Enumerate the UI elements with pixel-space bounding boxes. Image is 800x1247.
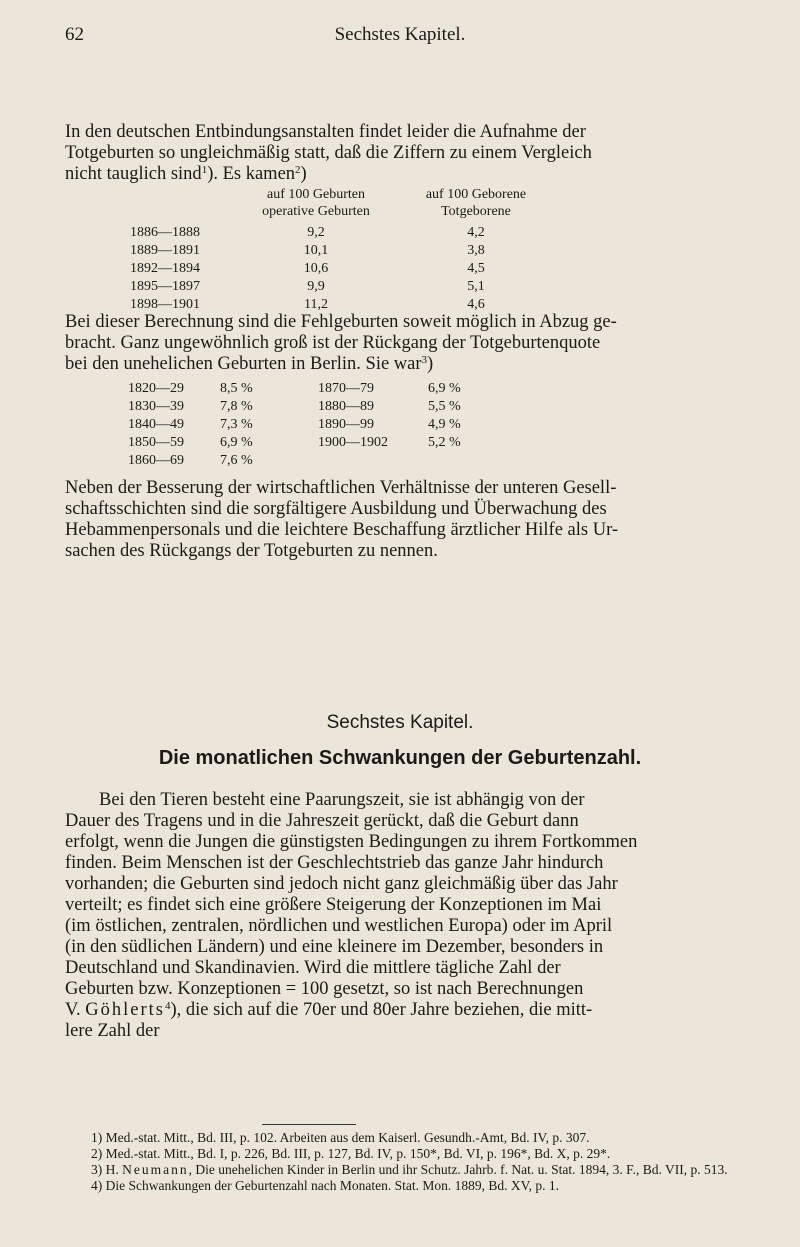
footnote-ref: 3	[421, 354, 428, 366]
text-line: Neben der Besserung der wirtschaftlichen Verhältnisse der unteren Gesell-	[65, 478, 617, 498]
footnote-3	[65, 1162, 735, 1178]
text-line: (in den südlichen Ländern) und eine kleinere im Dezember, besonders in	[65, 937, 604, 957]
cell-period: 1830—39	[128, 399, 184, 414]
cell-value: 4,9 %	[428, 417, 461, 432]
footnote-4: 4) Die Schwankungen der Geburtenzahl nach Monaten. Stat. Mon. 1889, Bd. XV, p. 1.	[91, 1178, 560, 1193]
cell-period: 1850—59	[128, 435, 184, 450]
cell-period: 1895—1897	[130, 279, 200, 294]
paragraph-besserung	[65, 478, 735, 562]
column-header-stillborn	[416, 186, 536, 220]
text-line	[65, 1000, 735, 1021]
cell-operative: 11,2	[304, 297, 328, 312]
footnote-2: 2) Med.-stat. Mitt., Bd. I, p. 226, Bd. III, p. 127, Bd. IV, p. 150*, Bd. VI, p. 196*, Bd. X, p. 29*.	[91, 1146, 611, 1161]
cell-period: 1900—1902	[318, 435, 388, 450]
text-segment: bei den unehelichen Geburten in Berlin. Sie war	[65, 354, 422, 374]
text-line: Dauer des Tragens und in die Jahreszeit gerückt, daß die Geburt dann	[65, 811, 579, 831]
paragraph-berlin	[65, 312, 735, 375]
cell-stillborn: 4,2	[467, 225, 485, 240]
header-line: auf 100 Geburten	[267, 187, 365, 202]
footnote-ref: 2	[295, 164, 301, 176]
header-line: auf 100 Geborene	[425, 187, 527, 202]
text-line: verteilt; es findet sich eine größere Steigerung der Konzeptionen im Mai	[65, 895, 602, 915]
page-number: 62	[65, 24, 84, 45]
cell-value: 7,3 %	[220, 417, 253, 432]
text-line: sachen des Rückgangs der Totgeburten zu nennen.	[65, 541, 438, 561]
cell-value: 7,6 %	[220, 453, 253, 468]
cell-period: 1892—1894	[130, 261, 200, 276]
cell-period: 1870—79	[318, 381, 374, 396]
cell-period: 1880—89	[318, 399, 374, 414]
author-name: Göhlerts	[85, 1000, 165, 1020]
cell-operative: 9,9	[307, 279, 325, 294]
cell-value: 6,9 %	[220, 435, 253, 450]
author-name: Neumann	[122, 1162, 189, 1177]
cell-operative: 10,6	[303, 261, 329, 276]
chapter-label: Sechstes Kapitel.	[326, 712, 474, 733]
cell-period: 1860—69	[128, 453, 184, 468]
text-segment: 3) H.	[91, 1162, 119, 1177]
text-line	[65, 354, 735, 375]
cell-operative: 10,1	[303, 243, 329, 258]
text-line: lere Zahl der	[65, 1021, 160, 1041]
header-line: operative Geburten	[262, 204, 370, 219]
chapter-title: Die monatlichen Schwankungen der Geburtenzahl.	[158, 747, 642, 769]
text-segment: ), die sich auf die 70er und 80er Jahre beziehen, die mitt-	[170, 1000, 593, 1020]
cell-value: 7,8 %	[220, 399, 253, 414]
text-segment: ). Es kamen	[207, 164, 296, 184]
text-line: In den deutschen Entbindungsanstalten findet leider die Aufnahme der	[65, 122, 586, 142]
text-line: Bei den Tieren besteht eine Paarungszeit, sie ist abhängig von der	[99, 790, 585, 810]
cell-stillborn: 3,8	[467, 243, 485, 258]
cell-value: 8,5 %	[220, 381, 253, 396]
text-line: Bei dieser Berechnung sind die Fehlgeburten soweit möglich in Abzug ge-	[65, 312, 617, 332]
text-line: Deutschland und Skandinavien. Wird die mittlere tägliche Zahl der	[65, 958, 561, 978]
text-segment: V.	[65, 1000, 81, 1020]
text-line: erfolgt, wenn die Jungen die günstigsten Bedingungen zu ihrem Fortkommen	[65, 832, 638, 852]
cell-period: 1890—99	[318, 417, 374, 432]
cell-operative: 9,2	[307, 225, 325, 240]
text-line: Totgeburten so ungleichmäßig statt, daß die Ziffern zu einem Vergleich	[65, 143, 592, 163]
cell-period: 1840—49	[128, 417, 184, 432]
cell-period: 1886—1888	[130, 225, 200, 240]
text-line: bracht. Ganz ungewöhnlich groß ist der Rückgang der Totgeburtenquote	[65, 333, 601, 353]
text-segment: )	[300, 164, 307, 184]
header-line: Totgeborene	[441, 204, 511, 219]
text-segment: , Die unehelichen Kinder in Berlin und ihr Schutz. Jahrb. f. Nat. u. Stat. 1894, 3. F., Bd. VII, p. 513.	[188, 1162, 728, 1177]
footnote-1: 1) Med.-stat. Mitt., Bd. III, p. 102. Arbeiten aus dem Kaiserl. Gesundh.-Amt, Bd. IV, p. 307.	[91, 1130, 590, 1145]
text-line	[65, 164, 735, 185]
page-header	[0, 24, 800, 52]
footnotes	[65, 1130, 735, 1194]
cell-stillborn: 5,1	[467, 279, 485, 294]
cell-period: 1889—1891	[130, 243, 200, 258]
text-line: Hebammenpersonals und die leichtere Beschaffung ärztlicher Hilfe als Ur-	[65, 520, 619, 540]
running-head: Sechstes Kapitel.	[334, 24, 466, 45]
text-line: (im östlichen, zentralen, nördlichen und westlichen Europa) oder im April	[65, 916, 613, 936]
paragraph-paarungszeit	[65, 790, 735, 1042]
cell-period: 1898—1901	[130, 297, 200, 312]
text-line: Geburten bzw. Konzeptionen = 100 gesetzt, so ist nach Berechnungen	[65, 979, 584, 999]
text-segment: nicht tauglich sind	[65, 164, 202, 184]
cell-stillborn: 4,6	[467, 297, 485, 312]
text-line: schaftsschichten sind die sorgfältigere Ausbildung und Überwachung des	[65, 499, 607, 519]
cell-stillborn: 4,5	[467, 261, 485, 276]
text-line: vorhanden; die Geburten sind jedoch nicht ganz gleichmäßig über das Jahr	[65, 874, 618, 894]
footnote-ref: 4	[164, 1000, 171, 1012]
cell-value: 5,5 %	[428, 399, 461, 414]
column-header-operative	[256, 186, 376, 220]
text-line: finden. Beim Menschen ist der Geschlechtstrieb das ganze Jahr hindurch	[65, 853, 604, 873]
text-segment: )	[427, 354, 434, 374]
cell-value: 6,9 %	[428, 381, 461, 396]
footnote-divider	[262, 1124, 356, 1125]
footnote-ref: 1	[201, 164, 208, 176]
cell-value: 5,2 %	[428, 435, 461, 450]
cell-period: 1820—29	[128, 381, 184, 396]
paragraph-totgeburten-intro	[65, 122, 735, 185]
